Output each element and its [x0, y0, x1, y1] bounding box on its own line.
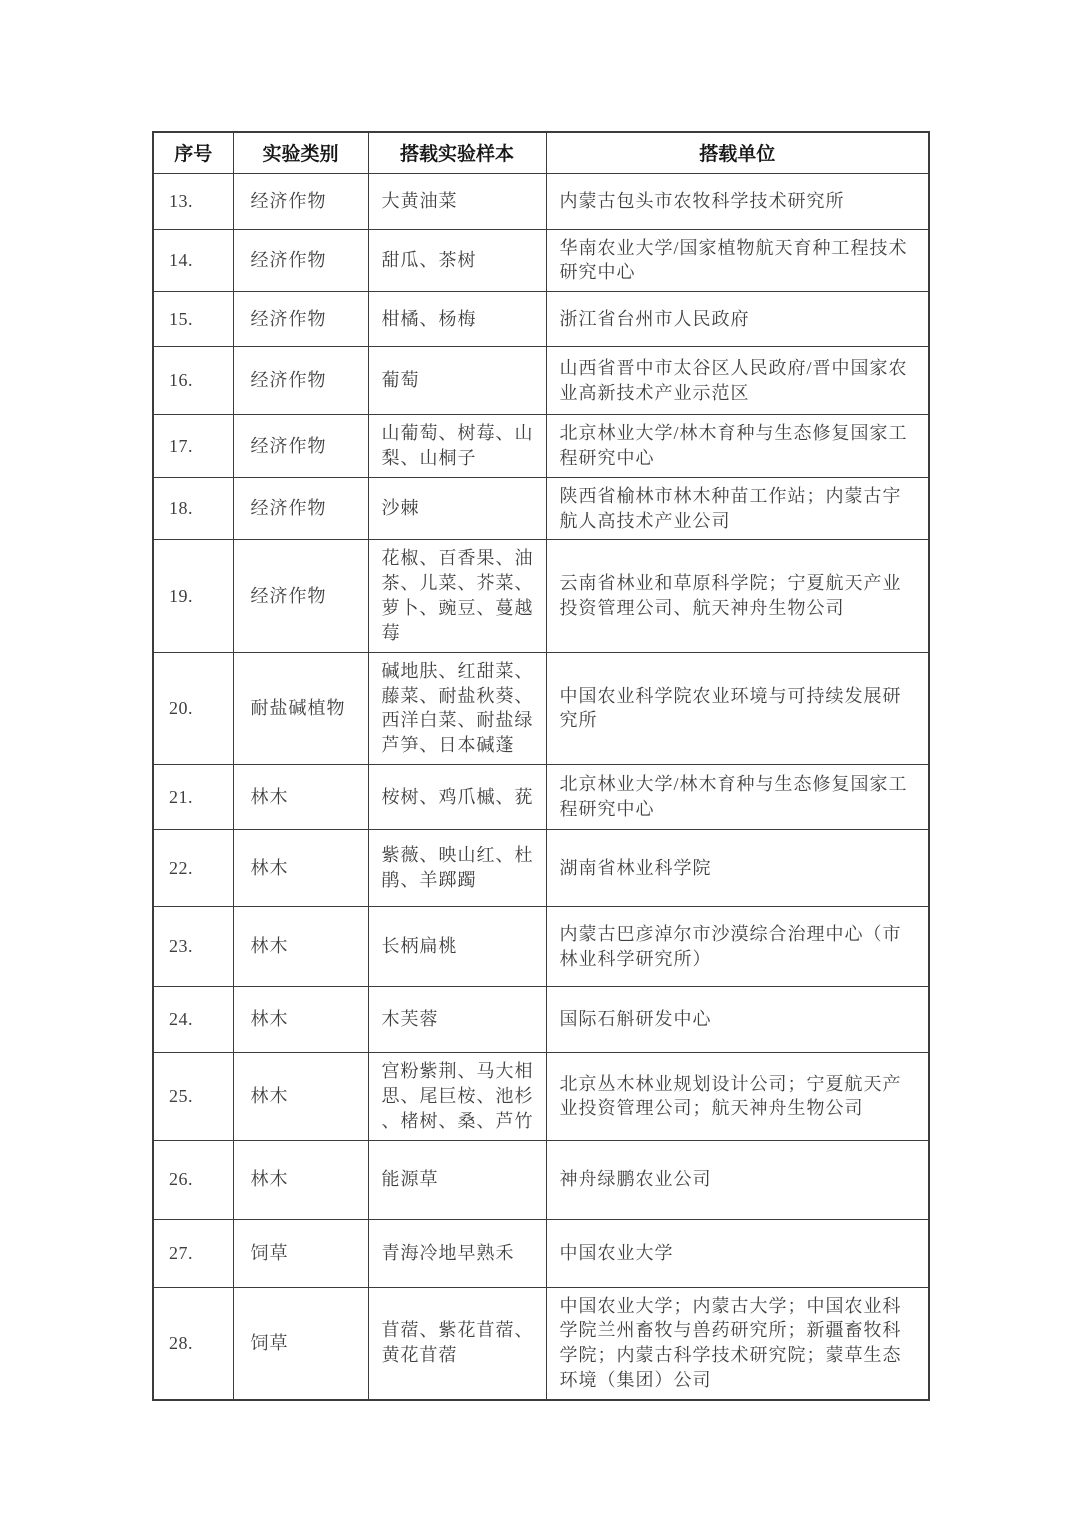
table-row: [153, 347, 929, 415]
column-header-no: 序号: [153, 132, 233, 173]
cell-category: 饲草: [233, 1219, 368, 1287]
cell-no: 24.: [153, 987, 233, 1053]
table-row: [153, 907, 929, 987]
table-row: [153, 830, 929, 907]
cell-samples: 苜蓿、紫花苜蓿、黄花苜蓿: [368, 1287, 546, 1400]
cell-no: 20.: [153, 652, 233, 764]
table-row: [153, 652, 929, 764]
cell-samples: 桉树、鸡爪槭、莸: [368, 765, 546, 830]
column-header-unit: 搭载单位: [546, 132, 929, 173]
cell-category: 林木: [233, 987, 368, 1053]
experiment-payload-table: [152, 131, 930, 1401]
cell-no: 23.: [153, 907, 233, 987]
cell-category: 林木: [233, 907, 368, 987]
cell-no: 15.: [153, 292, 233, 347]
cell-no: 21.: [153, 765, 233, 830]
cell-category: 经济作物: [233, 540, 368, 652]
cell-category: 耐盐碱植物: [233, 652, 368, 764]
cell-unit: 陕西省榆林市林木种苗工作站；内蒙古宇航人高技术产业公司: [546, 477, 929, 540]
cell-category: 经济作物: [233, 477, 368, 540]
cell-unit: 华南农业大学/国家植物航天育种工程技术研究中心: [546, 229, 929, 292]
table-row: [153, 173, 929, 229]
cell-unit: 浙江省台州市人民政府: [546, 292, 929, 347]
cell-no: 19.: [153, 540, 233, 652]
cell-unit: 神舟绿鹏农业公司: [546, 1140, 929, 1219]
cell-samples: 能源草: [368, 1140, 546, 1219]
cell-unit: 内蒙古包头市农牧科学技术研究所: [546, 173, 929, 229]
table-row: [153, 1287, 929, 1400]
cell-unit: 北京林业大学/林木育种与生态修复国家工程研究中心: [546, 765, 929, 830]
cell-unit: 内蒙古巴彦淖尔市沙漠综合治理中心（市林业科学研究所）: [546, 907, 929, 987]
cell-category: 林木: [233, 830, 368, 907]
cell-samples: 柑橘、杨梅: [368, 292, 546, 347]
cell-samples: 木芙蓉: [368, 987, 546, 1053]
cell-unit: 中国农业科学院农业环境与可持续发展研究所: [546, 652, 929, 764]
cell-category: 经济作物: [233, 229, 368, 292]
cell-samples: 宫粉紫荆、马大相思、尾巨桉、池杉、楮树、桑、芦竹: [368, 1053, 546, 1140]
cell-unit: 北京丛木林业规划设计公司；宁夏航天产业投资管理公司；航天神舟生物公司: [546, 1053, 929, 1140]
table-header: [153, 132, 929, 173]
cell-no: 26.: [153, 1140, 233, 1219]
cell-category: 经济作物: [233, 173, 368, 229]
cell-category: 林木: [233, 1053, 368, 1140]
cell-samples: 碱地肤、红甜菜、藤菜、耐盐秋葵、西洋白菜、耐盐绿芦笋、日本碱蓬: [368, 652, 546, 764]
cell-no: 27.: [153, 1219, 233, 1287]
cell-no: 17.: [153, 415, 233, 478]
cell-samples: 甜瓜、茶树: [368, 229, 546, 292]
table-row: [153, 1140, 929, 1219]
table-row: [153, 477, 929, 540]
table-row: [153, 540, 929, 652]
cell-category: 经济作物: [233, 415, 368, 478]
cell-unit: 中国农业大学；内蒙古大学；中国农业科学院兰州畜牧与兽药研究所；新疆畜牧科学院；内蒙古科学技术研究院；蒙草生态环境（集团）公司: [546, 1287, 929, 1400]
cell-unit: 北京林业大学/林木育种与生态修复国家工程研究中心: [546, 415, 929, 478]
cell-category: 林木: [233, 1140, 368, 1219]
table-row: [153, 292, 929, 347]
cell-no: 28.: [153, 1287, 233, 1400]
cell-unit: 中国农业大学: [546, 1219, 929, 1287]
table-row: [153, 1053, 929, 1140]
cell-no: 25.: [153, 1053, 233, 1140]
cell-samples: 沙棘: [368, 477, 546, 540]
cell-no: 14.: [153, 229, 233, 292]
cell-unit: 国际石斛研发中心: [546, 987, 929, 1053]
cell-unit: 云南省林业和草原科学院；宁夏航天产业投资管理公司、航天神舟生物公司: [546, 540, 929, 652]
cell-no: 22.: [153, 830, 233, 907]
table-row: [153, 229, 929, 292]
cell-samples: 青海冷地早熟禾: [368, 1219, 546, 1287]
header-row: [153, 132, 929, 173]
cell-category: 经济作物: [233, 292, 368, 347]
cell-samples: 葡萄: [368, 347, 546, 415]
cell-samples: 大黄油菜: [368, 173, 546, 229]
cell-samples: 紫薇、映山红、杜鹃、羊踯躅: [368, 830, 546, 907]
table-row: [153, 987, 929, 1053]
cell-samples: 花椒、百香果、油茶、儿菜、芥菜、萝卜、豌豆、蔓越莓: [368, 540, 546, 652]
cell-category: 饲草: [233, 1287, 368, 1400]
table-row: [153, 765, 929, 830]
column-header-category: 实验类别: [233, 132, 368, 173]
cell-no: 16.: [153, 347, 233, 415]
table-body: [153, 173, 929, 1400]
cell-unit: 山西省晋中市太谷区人民政府/晋中国家农业高新技术产业示范区: [546, 347, 929, 415]
table-row: [153, 415, 929, 478]
cell-category: 林木: [233, 765, 368, 830]
cell-category: 经济作物: [233, 347, 368, 415]
column-header-samples: 搭载实验样本: [368, 132, 546, 173]
cell-samples: 长柄扁桃: [368, 907, 546, 987]
cell-unit: 湖南省林业科学院: [546, 830, 929, 907]
table-row: [153, 1219, 929, 1287]
cell-samples: 山葡萄、树莓、山梨、山桐子: [368, 415, 546, 478]
cell-no: 18.: [153, 477, 233, 540]
cell-no: 13.: [153, 173, 233, 229]
